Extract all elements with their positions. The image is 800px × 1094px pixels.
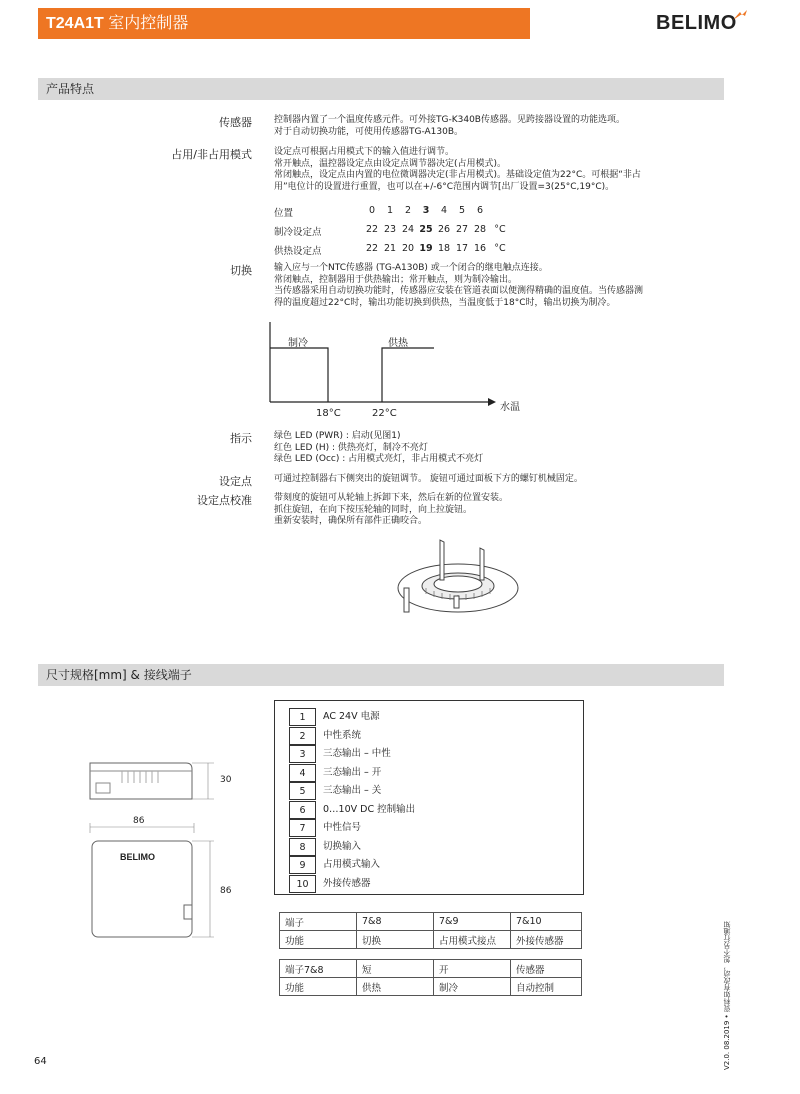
terminal-function: 0…10V DC 控制输出 [323, 803, 416, 815]
sensor-text [274, 115, 724, 138]
device-brand-label: BELIMO [120, 852, 155, 862]
dim-height-label: 30 [220, 775, 232, 785]
setpoint-label: 设定点 [219, 475, 252, 488]
terminal-function: 外接传感器 [323, 877, 371, 889]
unit-cell: °C [494, 224, 506, 235]
text-line: 输入应与一个NTC传感器 (TG-A130B) 或一个闭合的继电触点连接。 [274, 263, 548, 273]
text-line: 常闭触点，控制器用于供热输出；常开触点，则为制冷输出。 [274, 274, 518, 285]
terminal-list [274, 700, 584, 895]
table-cell: 端子 [280, 913, 357, 931]
table-cell: 21 [383, 243, 397, 254]
table-cell: 7&8 [357, 913, 434, 931]
occupancy-text [274, 147, 724, 193]
table-cell: 19 [419, 243, 433, 254]
version-note: V2.0. 08.2019 • 资料如有改动，恕不另行通知 [723, 921, 731, 1070]
table-cell: 3 [422, 205, 430, 216]
table-cell: 24 [401, 224, 415, 235]
text-line: 得的温度超过22°C时，输出功能切换到供热，当温度低于18°C时，输出切换为制冷。 [274, 297, 616, 308]
dim-depth-label: 86 [220, 886, 232, 896]
table-cell: 7&10 [511, 913, 582, 931]
diagram-cool-label: 制冷 [288, 338, 308, 349]
row-label: 供热设定点 [274, 246, 322, 257]
text-line: 重新安装时，确保所有部件正确咬合。 [274, 516, 428, 526]
terminal-number: 1 [289, 708, 316, 726]
text-line: 控制器内置了一个温度传感元件。可外接TG-K340B传感器。见跨接器设置的功能选项。 [274, 115, 625, 125]
table-cell: 4 [440, 205, 448, 216]
front-view-drawing [80, 815, 220, 945]
table-cell: 切换 [357, 931, 434, 949]
table-row [280, 931, 582, 949]
table-cell: 功能 [280, 978, 357, 996]
changeover-diagram [264, 318, 504, 408]
table-cell: 2 [404, 205, 412, 216]
table-cell: 供热 [357, 978, 434, 996]
product-title: 室内控制器 [108, 15, 189, 32]
brand-logo: BELIMO [656, 12, 737, 34]
terminal-number: 4 [289, 764, 316, 782]
terminal-number: 7 [289, 819, 316, 837]
unit-cell: °C [494, 243, 506, 254]
page-number: 64 [34, 1056, 47, 1067]
terminal-number: 3 [289, 745, 316, 763]
diagram-tick-22: 22°C [372, 408, 397, 419]
table-cell: 16 [473, 243, 487, 254]
terminal-number: 6 [289, 801, 316, 819]
text-line: 常闭触点，设定点由内置的电位微调器决定(非占用模式)。基础设定值为22°C。可根据“非占 [274, 170, 641, 180]
terminal-number: 5 [289, 782, 316, 800]
table-row [280, 913, 582, 931]
terminal-function: 中性信号 [323, 822, 362, 833]
table-cell: 22 [365, 224, 379, 235]
table-row [280, 978, 582, 996]
setpoint-text [274, 474, 724, 486]
dim-width-label: 86 [133, 816, 145, 826]
terminal-function: AC 24V 电源 [323, 711, 380, 722]
terminal-function: 切换输入 [323, 840, 362, 852]
diagram-tick-18: 18°C [316, 408, 341, 419]
diagram-axis-label: 水温 [500, 402, 520, 413]
header-bar [38, 8, 530, 39]
table-cell: 开 [434, 960, 511, 978]
table-cell: 传感器 [511, 960, 582, 978]
row-label: 制冷设定点 [274, 227, 322, 238]
text-line: 对于自动切换功能，可使用传感器TG-A130B。 [274, 126, 464, 137]
text-line: 可通过控制器右下侧突出的旋钮调节。 旋钮可通过面板下方的螺钉机械固定。 [274, 474, 583, 484]
text-line: 抓住旋钮，在向下按压轮轴的同时，向上拉旋钮。 [274, 504, 473, 515]
model-title: T24A1T [46, 15, 104, 32]
calibration-text [274, 493, 724, 528]
table-cell: 自动控制 [511, 978, 582, 996]
sensor-label: 传感器 [219, 116, 252, 129]
occupancy-label: 占用/非占用模式 [171, 148, 252, 161]
text-line: 绿色 LED (Occ) : 占用模式亮灯，非占用模式不亮灯 [274, 454, 484, 464]
table-cell: 18 [437, 243, 451, 254]
table-cell: 短 [357, 960, 434, 978]
table-cell: 17 [455, 243, 469, 254]
table-cell: 1 [386, 205, 394, 216]
text-line: 当传感器采用自动切换功能时，传感器应安装在管道表面以便测得精确的温度值。当传感器测 [274, 286, 644, 296]
terminal-function: 中性系统 [323, 729, 362, 741]
switch-text [274, 263, 724, 309]
section-features-title: 产品特点 [38, 78, 724, 100]
terminal-function: 三态输出 – 关 [323, 785, 382, 796]
calibration-label: 设定点校准 [197, 494, 252, 507]
table-cell: 6 [476, 205, 484, 216]
logo-arrow-icon [733, 10, 747, 20]
text-line: 常开触点，温控器设定点由设定点调节器决定(占用模式)。 [274, 158, 507, 169]
text-line: 带刻度的旋钮可从轮轴上拆卸下来，然后在新的位置安装。 [274, 493, 509, 503]
text-line: 红色 LED (H) : 供热亮灯，制冷不亮灯 [274, 442, 428, 453]
diagram-heat-label: 供热 [388, 338, 408, 349]
table-cell: 23 [383, 224, 397, 235]
row-label: 位置 [274, 208, 294, 219]
text-line: 设定点可根据占用模式下的输入值进行调节。 [274, 147, 455, 157]
table-cell: 外接传感器 [511, 931, 582, 949]
table-cell: 26 [437, 224, 451, 235]
text-line: 绿色 LED (PWR) : 启动(见图1) [274, 431, 401, 441]
terminal-number: 9 [289, 856, 316, 874]
switch-label: 切换 [230, 264, 252, 277]
indicator-text [274, 431, 724, 466]
side-view-drawing [78, 755, 218, 805]
table-cell: 功能 [280, 931, 357, 949]
terminal-function-table [279, 912, 582, 949]
table-cell: 7&9 [434, 913, 511, 931]
table-cell: 22 [365, 243, 379, 254]
terminal-number: 8 [289, 838, 316, 856]
section-dimensions-title: 尺寸规格[mm] & 接线端子 [38, 664, 724, 686]
terminal-number: 2 [289, 727, 316, 745]
table-row [280, 960, 582, 978]
terminal-function: 三态输出 – 中性 [323, 748, 391, 759]
table-cell: 28 [473, 224, 487, 235]
table-cell: 占用模式接点 [434, 931, 511, 949]
changeover-function-table [279, 959, 582, 996]
table-cell: 5 [458, 205, 466, 216]
table-cell: 端子7&8 [280, 960, 357, 978]
table-cell: 制冷 [434, 978, 511, 996]
terminal-function: 三态输出 – 开 [323, 766, 382, 778]
table-cell: 25 [419, 224, 433, 235]
table-cell: 27 [455, 224, 469, 235]
terminal-number: 10 [289, 875, 316, 893]
indicator-label: 指示 [230, 432, 252, 445]
table-cell: 0 [368, 205, 376, 216]
table-cell: 20 [401, 243, 415, 254]
knob-illustration [396, 538, 526, 628]
text-line: 用”电位计的设置进行重置，也可以在+/-6°C范围内调节[出厂设置=3(25°C,19°C)。 [274, 181, 615, 192]
terminal-function: 占用模式输入 [323, 859, 381, 870]
